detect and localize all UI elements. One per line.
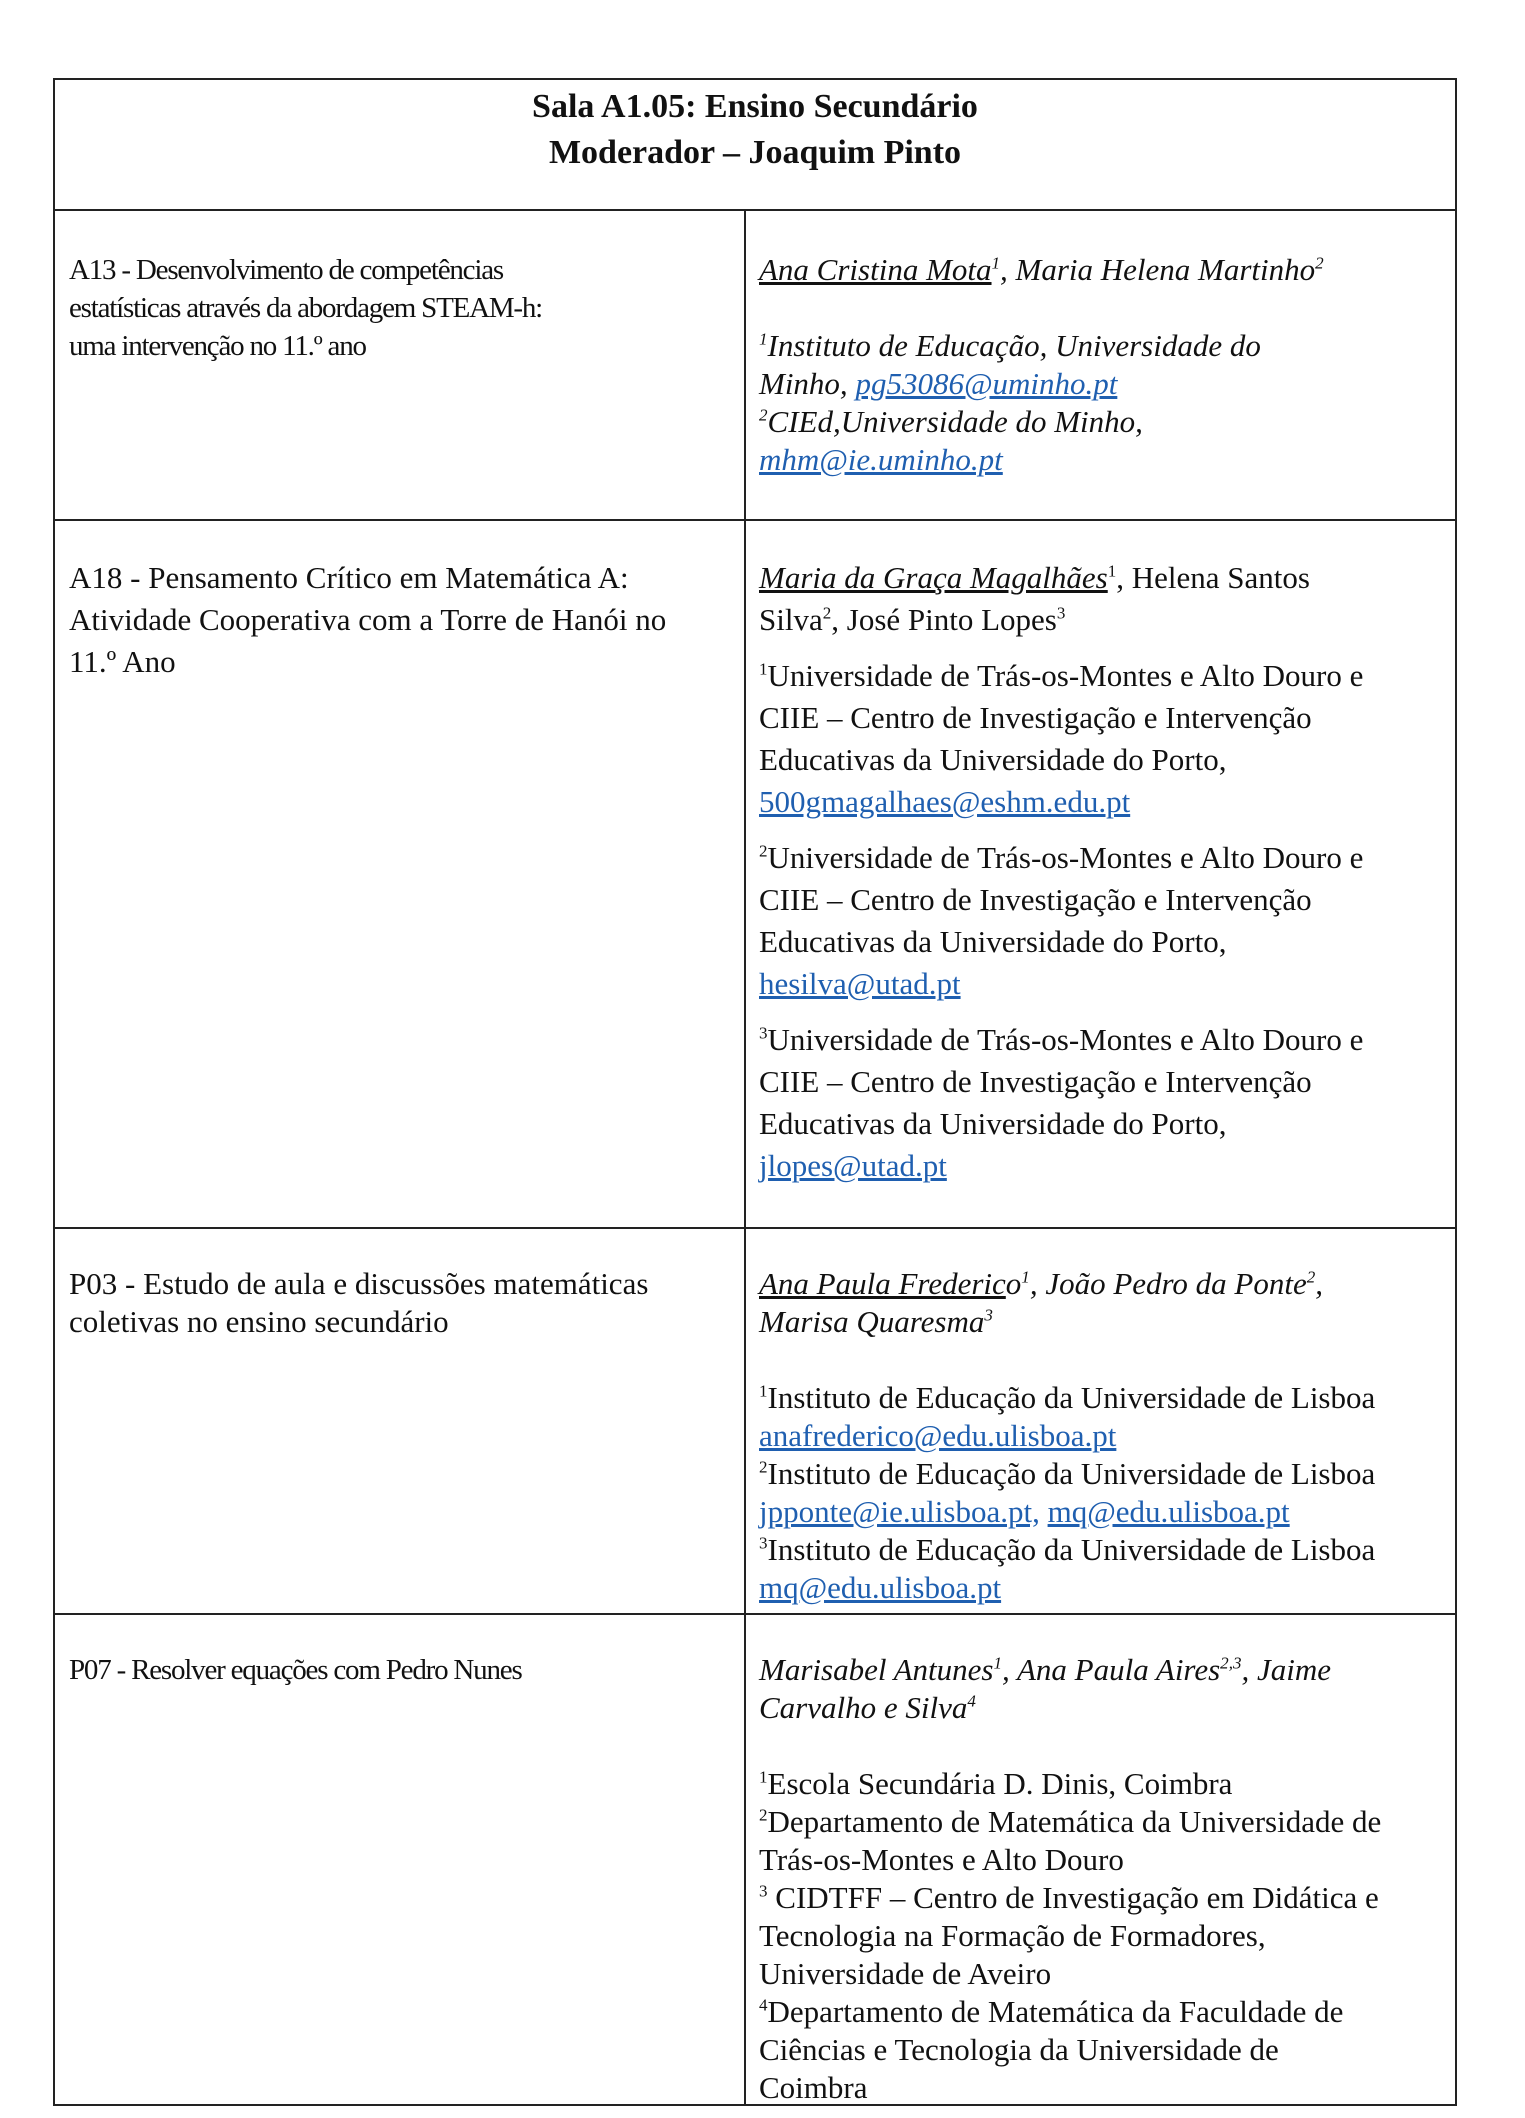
affiliation: $^3$Universidade de Trás-os-Montes e Alto Douro e CIIE – Centro de Investigação e Intervenção Educativas da Universidade do Porto, jlopes@utad.pt <box>759 1022 1364 1183</box>
room-header <box>55 80 1455 211</box>
session-title: P07 - Resolver equações com Pedro Nunes <box>69 1654 522 1686</box>
affiliation: $^1$Instituto de Educação da Universidade de Lisboa anafrederico@edu.ulisboa.pt <box>759 1380 1376 1453</box>
affiliation: $^1$Universidade de Trás-os-Montes e Alto Douro e CIIE – Centro de Investigação e Intervenção Educativas da Universidade do Porto, 500gmagalhaes@eshm.edu.pt <box>759 658 1364 819</box>
session-row-a13 <box>55 211 1455 521</box>
presenting-author: Maria da Graça Magalhães <box>759 560 1108 595</box>
session-row-a18 <box>55 521 1455 1229</box>
email-link[interactable]: mq@edu.ulisboa.pt <box>759 1570 1002 1605</box>
session-authors-block <box>759 1265 1449 1607</box>
email-link[interactable]: hesilva@utad.pt <box>759 966 961 1001</box>
session-authors-block <box>759 1651 1449 2107</box>
session-row-p07 <box>55 1615 1455 2106</box>
email-link[interactable]: 500gmagalhaes@eshm.edu.pt <box>759 784 1131 819</box>
co-author: Maria Helena Martinho <box>1015 252 1316 287</box>
room-title: Sala A1.05: Ensino Secundário <box>532 88 978 125</box>
session-title: A13 - Desenvolvimento de competências estatísticas através da abordagem STEAM-h: uma intervenção no 11.º ano <box>69 254 543 362</box>
affiliation: $^2$CIEd,Universidade do Minho, mhm@ie.uminho.pt <box>759 404 1143 477</box>
email-link[interactable]: jlopes@utad.pt <box>759 1148 947 1183</box>
session-authors-block <box>759 251 1449 479</box>
email-link[interactable]: pg53086@uminho.pt <box>855 366 1118 401</box>
affiliation: $^2$Instituto de Educação da Universidade de Lisboa jpponte@ie.ulisboa.pt, mq@edu.ulisboa.pt <box>759 1456 1376 1529</box>
affiliation: $^3$Instituto de Educação da Universidade de Lisboa mq@edu.ulisboa.pt <box>759 1532 1376 1605</box>
authors-line: Marisabel Antunes$^1$, Ana Paula Aires$^{2,3}$, Jaime Carvalho e Silva$^4$ <box>759 1652 1331 1725</box>
email-link[interactable]: anafrederico@edu.ulisboa.pt <box>759 1418 1117 1453</box>
email-link[interactable]: mhm@ie.uminho.pt <box>759 442 1003 477</box>
affiliation: $^2$Universidade de Trás-os-Montes e Alto Douro e CIIE – Centro de Investigação e Intervenção Educativas da Universidade do Porto, hesilva@utad.pt <box>759 840 1364 1001</box>
affiliation: $^4$Departamento de Matemática da Faculdade de Ciências e Tecnologia da Universidade de Coimbra <box>759 1994 1344 2105</box>
session-table <box>53 78 1457 2106</box>
session-title: P03 - Estudo de aula e discussões matemáticas coletivas no ensino secundário <box>69 1266 649 1339</box>
affiliation: $^1$Instituto de Educação, Universidade do Minho, pg53086@uminho.pt <box>759 328 1261 401</box>
session-authors-block <box>759 557 1449 1187</box>
presenting-author: Marisabel Antunes <box>759 1652 994 1687</box>
session-title: A18 - Pensamento Crítico em Matemática A: Atividade Cooperativa com a Torre de Hanói no 11.º Ano <box>69 560 667 679</box>
moderator-line: Moderador – Joaquim Pinto <box>548 134 962 171</box>
affiliation: $^2$Departamento de Matemática da Universidade de Trás-os-Montes e Alto Douro <box>759 1804 1382 1877</box>
email-link[interactable]: jpponte@ie.ulisboa.pt, <box>759 1494 1040 1529</box>
authors-line: Ana Paula Frederico$^1$, João Pedro da Ponte$^2$, Marisa Quaresma$^3$ <box>759 1266 1324 1339</box>
authors-line: Maria da Graça Magalhães$^1$, Helena Santos Silva$^2$, José Pinto Lopes$^3$ <box>759 560 1310 637</box>
affiliation: $^1$Escola Secundária D. Dinis, Coimbra <box>759 1766 1233 1801</box>
email-link[interactable]: mq@edu.ulisboa.pt <box>1047 1494 1290 1529</box>
session-row-p03 <box>55 1229 1455 1615</box>
presenting-author: Ana Paula Frederic <box>759 1266 1006 1301</box>
affiliation: $^3$ CIDTFF – Centro de Investigação em Didática e Tecnologia na Formação de Formadores, Universidade de Aveiro <box>759 1880 1379 1991</box>
authors-line: Ana Cristina Mota$^1$, Maria Helena Martinho$^2$ <box>759 252 1324 287</box>
presenting-author: Ana Cristina Mota <box>759 252 992 287</box>
